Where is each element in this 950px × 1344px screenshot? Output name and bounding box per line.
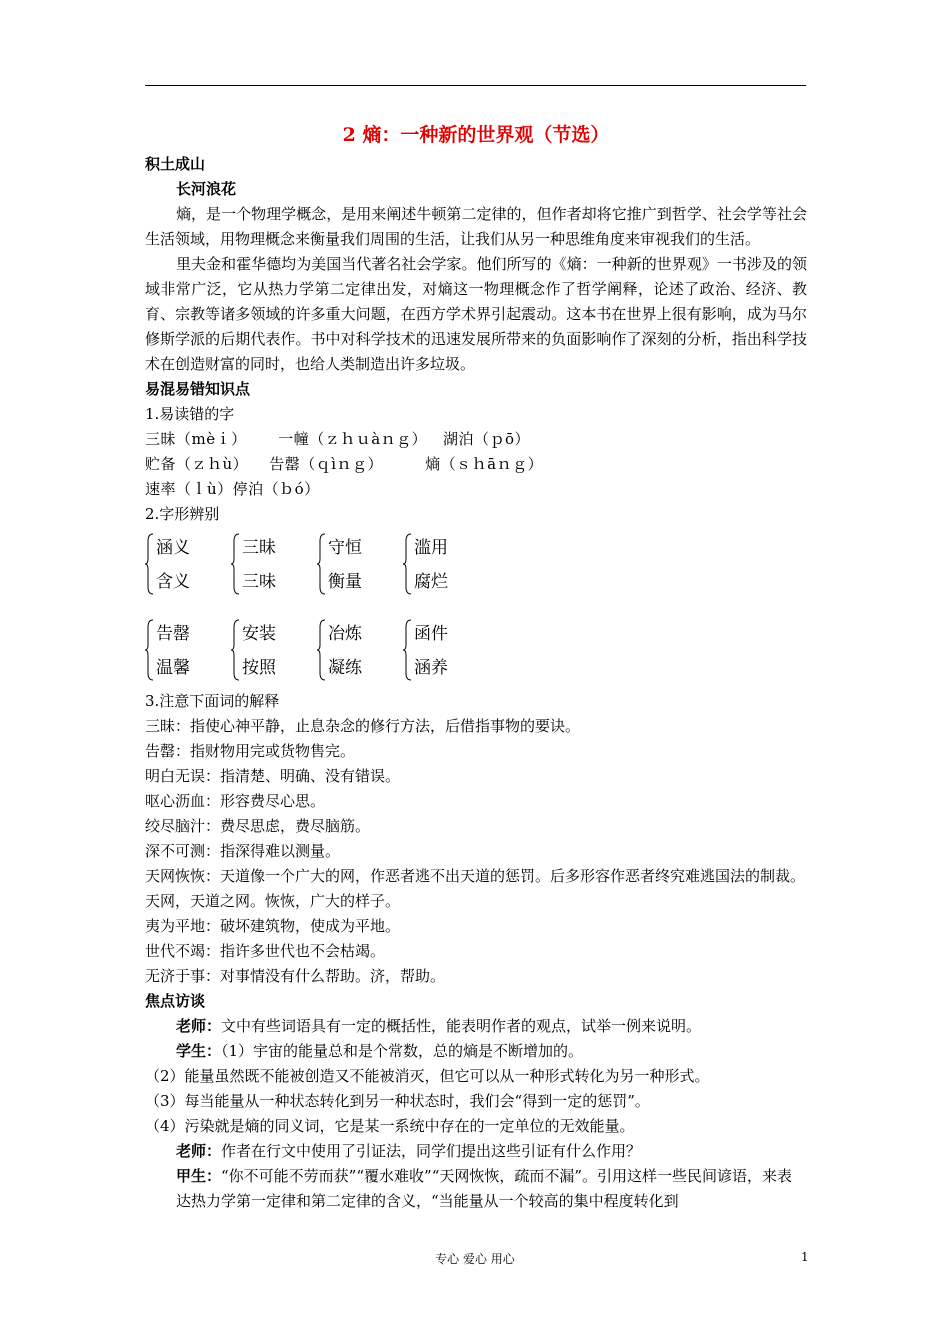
paragraph-intro-2: 里夫金和霍华德均为美国当代著名社会学家。他们所写的《熵：一种新的世界观》一书涉及的领域非常广泛，它从热力学第二定律出发，对熵这一物理概念作了哲学阐释，论述了政治、经济、教育、宗教等诸多领域的许多重大问题，在西方学术界引起震动。这本书在世界上很有影响，成为马尔修斯学派的后期代表作。书中对科学技术的迅速发展所带来的负面影响作了深刻的分析，指出科学技术在创造财富的同时，也给人类制造出许多垃圾。 xyxy=(145,255,807,373)
definition-item: 明白无误：指清楚、明确、没有错误。 xyxy=(145,767,401,785)
dialogue-teacher-2 xyxy=(145,1139,807,1164)
pair-word: 三味 xyxy=(242,572,276,592)
pair-word: 凝练 xyxy=(328,658,362,678)
dialogue-text: “你不可能不劳而获”“覆水难收”“天网恢恢，疏而不漏”。引用这样一些民间谚语，来表达热力学第一定律和第二定律的含义，“当能量从一个较高的集中程度转化到 xyxy=(176,1167,793,1210)
definition-item: 夷为平地：破坏建筑物，使成为平地。 xyxy=(145,917,401,935)
footer-motto: 专心 爱心 用心 xyxy=(435,1252,515,1266)
paragraph-intro-1: 熵，是一个物理学概念，是用来阐述牛顿第二定律的，但作者却将它推广到哲学、社会学等社会生活领域，用物理概念来衡量我们周围的生活，让我们从另一种思维角度来审视我们的生活。 xyxy=(145,205,807,248)
subheading-pronunciation: 1.易读错的字 xyxy=(145,405,235,423)
pronunciation-row-2: 贮备（ｚｈù） 告罄（ｑìｎｇ） 熵（ｓｈāｎｇ） xyxy=(145,455,544,473)
brace-icon xyxy=(317,619,326,683)
character-pairs-row-2 xyxy=(145,619,807,683)
pair-word: 涵义 xyxy=(156,538,190,558)
pair-word: 冶炼 xyxy=(328,624,362,644)
page-title: 2 熵：一种新的世界观（节选） xyxy=(342,124,610,146)
brace-icon xyxy=(403,619,412,683)
document-body xyxy=(145,120,807,1214)
pair-word: 含义 xyxy=(156,572,190,592)
brace-icon xyxy=(145,533,154,597)
definition-item: 深不可测：指深得难以测量。 xyxy=(145,842,341,860)
brace-icon xyxy=(403,533,412,597)
subheading-explanations: 3.注意下面词的解释 xyxy=(145,692,280,710)
brace-icon xyxy=(231,619,240,683)
section-heading-jituchengshan: 积土成山 xyxy=(145,155,206,173)
pair-word: 函件 xyxy=(414,624,448,644)
subheading-character-forms: 2.字形辨别 xyxy=(145,505,220,523)
speaker-label: 老师： xyxy=(176,1142,222,1160)
pronunciation-row-1: 三昧（mèｉ） 一幢（ｚｈｕàｎｇ） 湖泊（ｐō） xyxy=(145,430,530,448)
definition-item: 世代不竭：指许多世代也不会枯竭。 xyxy=(145,942,386,960)
brace-icon xyxy=(231,533,240,597)
character-pair xyxy=(231,533,317,597)
subheading-changhelanghua: 长河浪花 xyxy=(176,180,237,198)
character-pair xyxy=(145,619,231,683)
definition-item: 三昧：指使心神平静，止息杂念的修行方法，后借指事物的要诀。 xyxy=(145,717,581,735)
dialogue-student-point-2: （2）能量虽然既不能被创造又不能被消灭，但它可以从一种形式转化为另一种形式。 xyxy=(145,1067,710,1085)
pair-word: 按照 xyxy=(242,658,276,678)
dialogue-teacher-1 xyxy=(145,1014,807,1039)
dialogue-student-point-3: （3）每当能量从一种状态转化到另一种状态时，我们会“得到一定的惩罚”。 xyxy=(145,1092,650,1110)
pair-word: 告罄 xyxy=(156,624,190,644)
brace-icon xyxy=(317,533,326,597)
pair-word: 腐烂 xyxy=(414,572,448,592)
pair-word: 安装 xyxy=(242,624,276,644)
dialogue-text: 文中有些词语具有一定的概括性，能表明作者的观点，试举一例来说明。 xyxy=(221,1017,702,1035)
speaker-label: 学生： xyxy=(176,1042,222,1060)
definition-item: 告罄：指财物用完或货物售完。 xyxy=(145,742,356,760)
pair-word: 三昧 xyxy=(242,538,276,558)
character-pair xyxy=(403,619,489,683)
character-pair xyxy=(145,533,231,597)
dialogue-student xyxy=(145,1039,807,1064)
pair-word: 守恒 xyxy=(328,538,362,558)
brace-icon xyxy=(145,619,154,683)
definition-item: 天网恢恢：天道像一个广大的网，作恶者逃不出天道的惩罚。后多形容作恶者终究难逃国法的制裁。天网，天道之网。恢恢，广大的样子。 xyxy=(145,867,806,910)
pair-word: 衡量 xyxy=(328,572,362,592)
definition-item: 绞尽脑汁：费尽思虑，费尽脑筋。 xyxy=(145,817,371,835)
header-rule xyxy=(145,85,806,86)
dialogue-text: 作者在行文中使用了引证法，同学们提出这些引证有什么作用？ xyxy=(221,1142,642,1160)
definition-item: 呕心沥血：形容费尽心思。 xyxy=(145,792,326,810)
section-heading-confusing-points: 易混易错知识点 xyxy=(145,380,251,398)
pair-word: 涵养 xyxy=(414,658,448,678)
section-heading-focus-interview: 焦点访谈 xyxy=(145,992,206,1010)
dialogue-text: （1）宇宙的能量总和是个常数，总的熵是不断增加的。 xyxy=(221,1042,584,1060)
dialogue-student-a xyxy=(145,1164,807,1214)
page-number: 1 xyxy=(801,1250,809,1264)
character-pair xyxy=(317,533,403,597)
definition-item: 无济于事：对事情没有什么帮助。济，帮助。 xyxy=(145,967,446,985)
character-pair xyxy=(231,619,317,683)
speaker-label: 老师： xyxy=(176,1017,222,1035)
pair-word: 温馨 xyxy=(156,658,190,678)
pronunciation-row-3: 速率（ｌù）停泊（ｂó） xyxy=(145,480,320,498)
character-pair xyxy=(403,533,489,597)
speaker-label: 甲生： xyxy=(176,1167,222,1185)
character-pair xyxy=(317,619,403,683)
character-pairs-row-1 xyxy=(145,533,807,597)
pair-word: 滥用 xyxy=(414,538,448,558)
dialogue-student-point-4: （4）污染就是熵的同义词，它是某一系统中存在的一定单位的无效能量。 xyxy=(145,1117,635,1135)
